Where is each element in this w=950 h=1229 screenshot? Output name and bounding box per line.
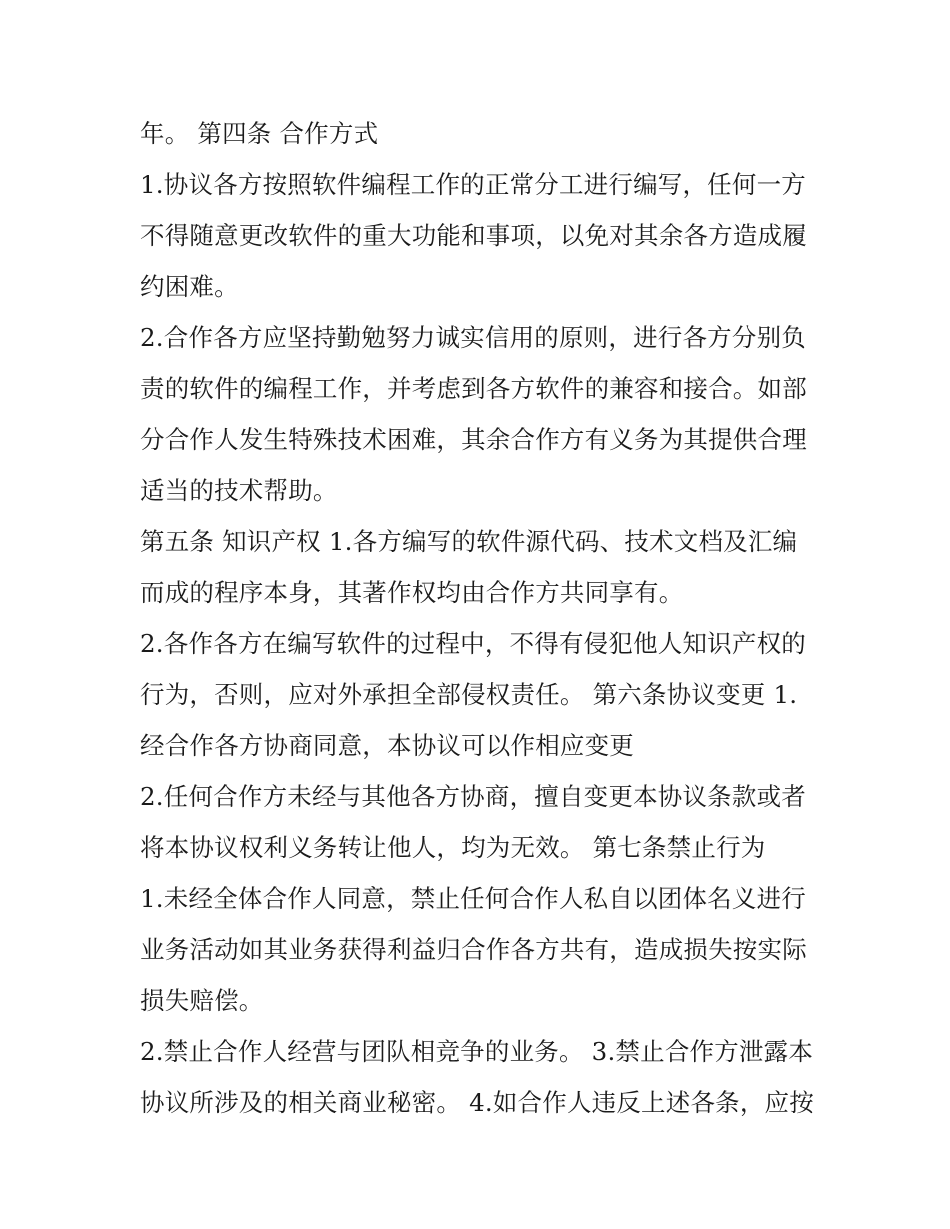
text-line: 年。 第四条 合作方式	[140, 119, 379, 148]
text-line: 2.各作各方在编写软件的过程中，不得有侵犯他人知识产权的	[140, 629, 806, 658]
text-line: 将本协议权利义务转让他人，均为无效。 第七条禁止行为	[140, 833, 766, 862]
text-line: 损失赔偿。	[140, 986, 264, 1015]
text-line: 约困难。	[140, 272, 239, 301]
text-line: 而成的程序本身，其著作权均由合作方共同享有。	[140, 578, 684, 607]
text-line: 分合作人发生特殊技术困难，其余合作方有义务为其提供合理	[140, 425, 807, 454]
text-line: 适当的技术帮助。	[140, 476, 338, 505]
text-line: 协议所涉及的相关商业秘密。 4.如合作人违反上述各条，应按	[140, 1088, 814, 1117]
text-line: 业务活动如其业务获得利益归合作各方共有，造成损失按实际	[140, 935, 807, 964]
text-line: 2.合作各方应坚持勤勉努力诚实信用的原则，进行各方分别负	[140, 323, 806, 352]
text-line: 2.禁止合作人经营与团队相竞争的业务。 3.禁止合作方泄露本	[140, 1037, 814, 1066]
text-line: 1.未经全体合作人同意，禁止任何合作人私自以团体名义进行	[140, 884, 806, 913]
document-body	[140, 108, 840, 1128]
text-line: 1.协议各方按照软件编程工作的正常分工进行编写，任何一方	[140, 170, 806, 199]
text-line: 第五条 知识产权 1.各方编写的软件源代码、技术文档及汇编	[140, 527, 798, 556]
text-line: 经合作各方协商同意，本协议可以作相应变更	[140, 731, 634, 760]
text-line: 不得随意更改软件的重大功能和事项，以免对其余各方造成履	[140, 221, 807, 250]
text-line: 责的软件的编程工作，并考虑到各方软件的兼容和接合。如部	[140, 374, 807, 403]
text-line: 2.任何合作方未经与其他各方协商，擅自变更本协议条款或者	[140, 782, 806, 811]
text-line: 行为，否则，应对外承担全部侵权责任。 第六条协议变更 1.	[140, 680, 798, 709]
